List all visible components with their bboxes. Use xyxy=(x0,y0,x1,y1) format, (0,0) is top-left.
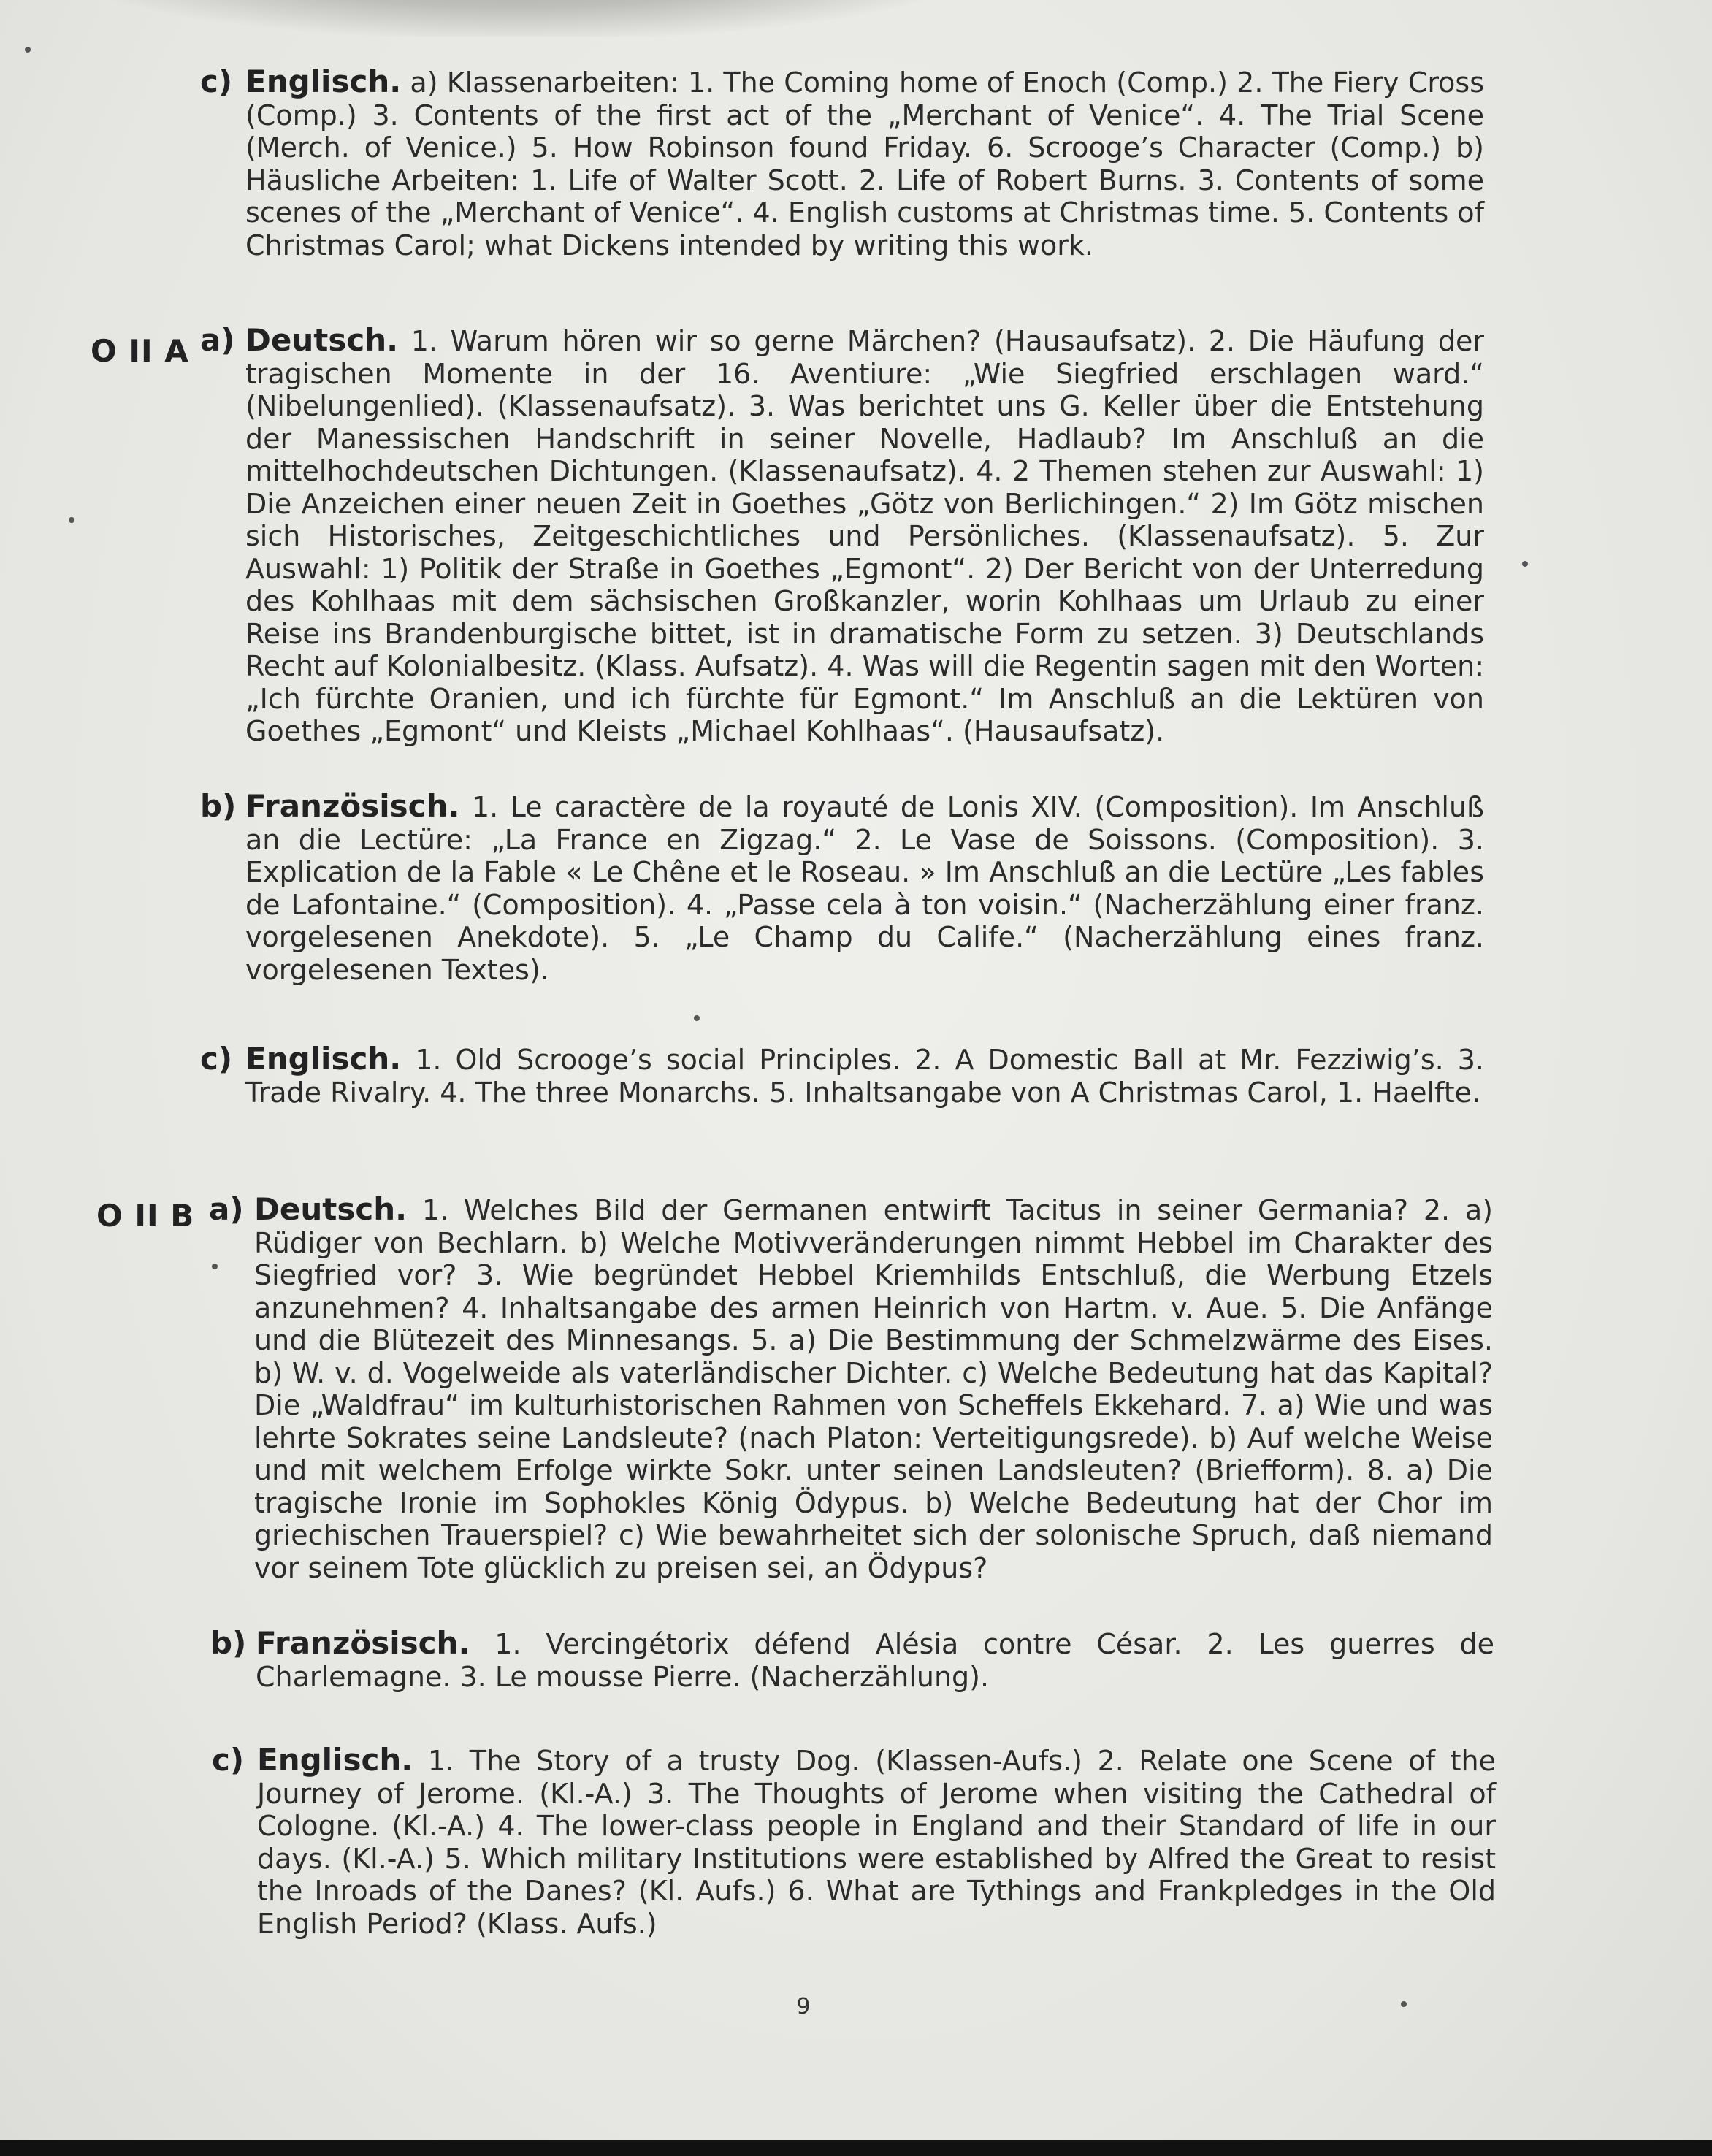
speck xyxy=(25,47,31,53)
entry-marker: c) xyxy=(212,1742,245,1778)
entry-subject: Englisch. xyxy=(245,1041,402,1077)
speck xyxy=(69,517,74,523)
scan-shadow xyxy=(66,0,971,37)
entry-subject: Deutsch. xyxy=(245,322,399,358)
entry-oiia-englisch xyxy=(200,1041,1484,1109)
scan-bottom-edge xyxy=(0,2140,1712,2156)
entry-oiia-deutsch xyxy=(200,322,1484,748)
entry-englisch-upper xyxy=(200,64,1484,261)
entry-marker: b) xyxy=(200,788,237,824)
entry-oiib-englisch xyxy=(212,1742,1496,1940)
entry-text: 1. Welches Bild der Germanen entwirft Tacitus in seiner Germania? 2. a) Rüdiger von Bechlarn. b) Welche Motivveränderungen nimmt Hebbel im Charakter des Siegfried vor? 3. Wie begründet Hebbel Kriemhilds Entschluß, die Werbung Etzels anzunehmen? 4. Inhaltsangabe des armen Heinrich von Hartm. v. Aue. 5. Die Anfänge und die Blütezeit des Minnesangs. 5. a) Die Bestimmung der Schmelzwärme des Eises. b) W. v. d. Vogelweide als vaterländischer Dichter. c) Welche Bedeutung hat das Kapital? Die „Waldfrau“ im kulturhistorischen Rahmen von Scheffels Ekkehard. 7. a) Wie und was lehrte Sokrates seine Landsleute? (nach Platon: Verteitigungsrede). b) Auf welche Weise und mit welchem Erfolge wirkte Sokr. unter seinen Landsleuten? (Briefform). 8. a) Die tragische Ironie im Sophokles König Ödypus. b) Welche Bedeutung hat der Chor im griechischen Trauerspiel? c) Wie bewahrheitet sich der solonische Spruch, daß niemand vor seinem Tote glücklich zu preisen sei, an Ödypus? xyxy=(254,1194,1493,1584)
class-label-oiia: O II A xyxy=(91,333,189,369)
speck xyxy=(694,1015,700,1021)
entry-marker: b) xyxy=(210,1625,247,1661)
entry-text: 1. The Story of a trusty Dog. (Klassen-Aufs.) 2. Relate one Scene of the Journey of Jerome. (Kl.-A.) 3. The Thoughts of Jerome when visiting the Cathedral of Cologne. (Kl.-A.) 4. The lower-class people in England and their Standard of life in our days. (Kl.-A.) 5. Which military Institutions were established by Alfred the Great to resist the Inroads of the Danes? (Kl. Aufs.) 6. What are Tythings and Frankpledges in the Old English Period? (Klass. Aufs.) xyxy=(257,1745,1496,1940)
entry-marker: c) xyxy=(200,1041,233,1077)
entry-text: 1. Le caractère de la royauté de Lonis XIV. (Composition). Im Anschluß an die Lectüre: „La France en Zigzag.“ 2. Le Vase de Soissons. (Composition). 3. Explication de la Fable « Le Chêne et le Roseau. » Im Anschluß an die Lectüre „Les fables de Lafontaine.“ (Composition). 4. „Passe cela à ton voisin.“ (Nacherzählung einer franz. vorgelesenen Anekdote). 5. „Le Champ du Calife.“ (Nacherzählung eines franz. vorgelesenen Textes). xyxy=(245,791,1484,986)
entry-oiib-franzoesisch xyxy=(210,1625,1494,1693)
speck xyxy=(1522,561,1528,567)
entry-text: 1. Vercingétorix défend Alésia contre César. 2. Les guerres de Charlemagne. 3. Le mousse Pierre. (Nacherzählung). xyxy=(256,1628,1494,1693)
entry-oiia-franzoesisch xyxy=(200,788,1484,986)
entry-subject: Englisch. xyxy=(245,64,402,99)
entry-subject: Französisch. xyxy=(256,1625,470,1661)
speck xyxy=(212,1264,218,1269)
entry-text: 1. Old Scrooge’s social Principles. 2. A Domestic Ball at Mr. Fezziwig’s. 3. Trade Rivalry. 4. The three Monarchs. 5. Inhaltsangabe von A Christmas Carol, 1. Haelfte. xyxy=(245,1044,1484,1109)
entry-marker: c) xyxy=(200,64,233,99)
entry-subject: Deutsch. xyxy=(254,1191,408,1227)
page-number: 9 xyxy=(796,1994,811,2019)
entry-text: a) Klassenarbeiten: 1. The Coming home of Enoch (Comp.) 2. The Fiery Cross (Comp.) 3. Contents of the first act of the „Merchant of Venice“. 4. The Trial Scene (Merch. of Venice.) 5. How Robinson found Friday. 6. Scrooge’s Character (Comp.) b) Häusliche Arbeiten: 1. Life of Walter Scott. 2. Life of Robert Burns. 3. Contents of some scenes of the „Merchant of Venice“. 4. English customs at Christmas time. 5. Contents of Christmas Carol; what Dickens intended by writing this work. xyxy=(245,66,1484,261)
entry-subject: Französisch. xyxy=(245,788,460,824)
entry-marker: a) xyxy=(200,322,235,358)
entry-oiib-deutsch xyxy=(209,1191,1493,1584)
entry-marker: a) xyxy=(209,1191,244,1227)
entry-text: 1. Warum hören wir so gerne Märchen? (Hausaufsatz). 2. Die Häufung der tragischen Momente in der 16. Aventiure: „Wie Siegfried erschlagen ward.“ (Nibelungenlied). (Klassenaufsatz). 3. Was berichtet uns G. Keller über die Entstehung der Manessischen Handschrift in seiner Novelle, Hadlaub? Im Anschluß an die mittelhochdeutschen Dichtungen. (Klassenaufsatz). 4. 2 Themen stehen zur Auswahl: 1) Die Anzeichen einer neuen Zeit in Goethes „Götz von Berlichingen.“ 2) Im Götz mischen sich Historisches, Zeitgeschichtliches und Persönliches. (Klassenaufsatz). 5. Zur Auswahl: 1) Politik der Straße in Goethes „Egmont“. 2) Der Bericht von der Unterredung des Kohlhaas mit dem sächsischen Großkanzler, worin Kohlhaas um Urlaub zu einer Reise ins Brandenburgische bittet, ist in dramatische Form zu setzen. 3) Deutschlands Recht auf Kolonialbesitz. (Klass. Aufsatz). 4. Was will die Regentin sagen mit den Worten: „Ich fürchte Oranien, und ich fürchte für Egmont.“ Im Anschluß an die Lektüren von Goethes „Egmont“ und Kleists „Michael Kohlhaas“. (Hausaufsatz). xyxy=(245,325,1484,747)
entry-subject: Englisch. xyxy=(257,1742,413,1778)
class-label-oiib: O II B xyxy=(96,1198,195,1234)
